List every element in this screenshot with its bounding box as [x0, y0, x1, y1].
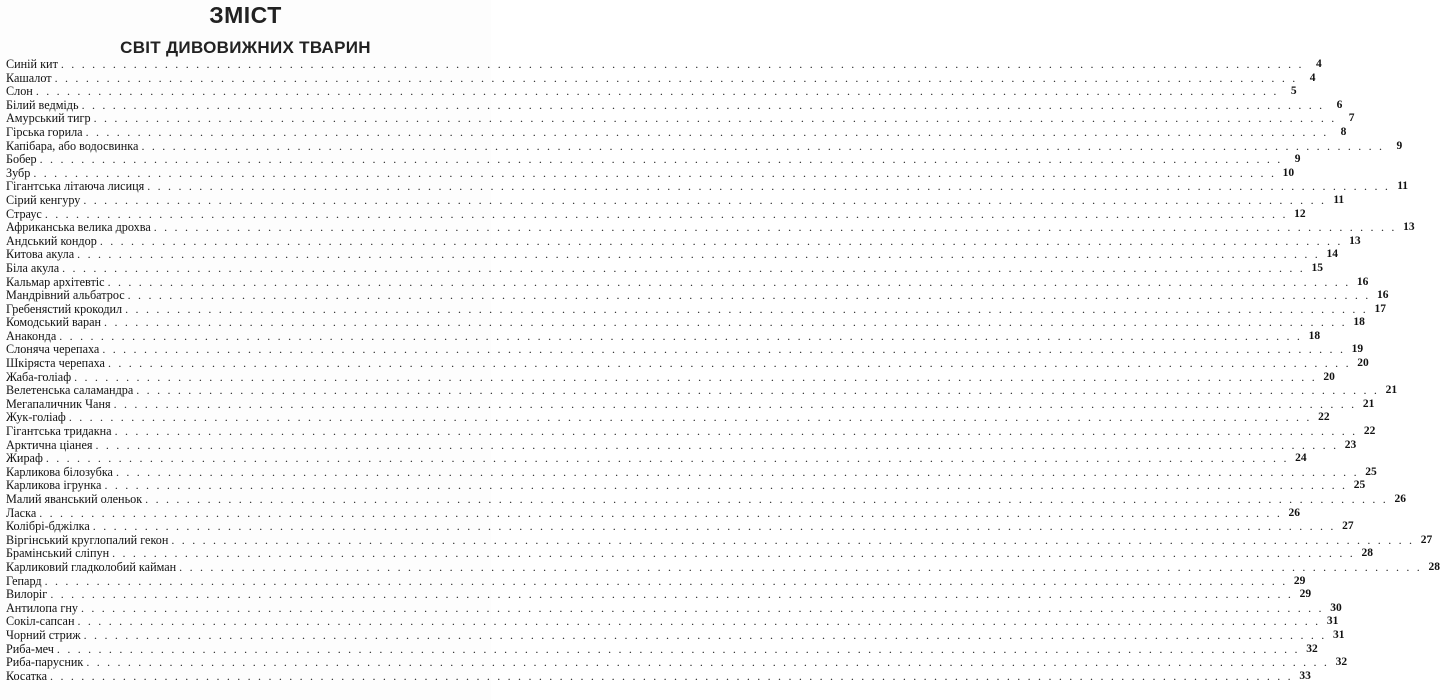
toc-entry: [6, 274, 1369, 290]
toc-entry-page-number: 16: [1356, 275, 1369, 288]
toc-dot-leader: . . . . . . . . . . . . . . . . . . . . . . . . . . . . . . . . . . . . . . . . . . . . . . . . . . . . . . . . . . . . . . . . . . . . . . . . . . . . . . . . . . . . . . . . . . . . . . . . . . . . . . . . . . . . . . . . . . . . . . . .: [147, 179, 1391, 194]
toc-dot-leader: . . . . . . . . . . . . . . . . . . . . . . . . . . . . . . . . . . . . . . . . . . . . . . . . . . . . . . . . . . . . . . . . . . . . . . . . . . . . . . . . . . . . . . . . . . . . . . . . . . . . . . . . . . . . . . . . . . . . . . . .: [35, 84, 1279, 99]
toc-entry: [6, 668, 1311, 684]
toc-entry-page-number: 32: [1306, 642, 1318, 655]
toc-dot-leader: . . . . . . . . . . . . . . . . . . . . . . . . . . . . . . . . . . . . . . . . . . . . . . . . . . . . . . . . . . . . . . . . . . . . . . . . . . . . . . . . . . . . . . . . . . . . . . . . . . . . . . . . . . . . . . . . . . . . . . . .: [107, 356, 1351, 371]
toc-entry-page-number: 19: [1351, 343, 1364, 356]
toc-entry: [6, 288, 1389, 303]
toc-entry-title: Анаконда: [6, 328, 57, 343]
table-of-contents: [6, 57, 1440, 683]
toc-dot-leader: . . . . . . . . . . . . . . . . . . . . . . . . . . . . . . . . . . . . . . . . . . . . . . . . . . . . . . . . . . . . . . . . . . . . . . . . . . . . . . . . . . . . . . . . . . . . . . . . . . . . . . . . . . . . . . . . . . . . . . . .: [92, 519, 1336, 534]
toc-entry-page-number: 31: [1332, 628, 1345, 641]
toc-entry-title: Вилоріг: [6, 587, 48, 602]
toc-entry-page-number: 8: [1340, 125, 1347, 138]
toc-dot-leader: . . . . . . . . . . . . . . . . . . . . . . . . . . . . . . . . . . . . . . . . . . . . . . . . . . . . . . . . . . . . . . . . . . . . . . . . . . . . . . . . . . . . . . . . . . . . . . . . . . . . . . . . . . . . . . . . . . . . . . . .: [33, 165, 1277, 180]
section-title: СВІТ ДИВОВИЖНИХ ТВАРИН: [120, 38, 371, 57]
toc-entry-page-number: 26: [1288, 506, 1301, 519]
toc-dot-leader: . . . . . . . . . . . . . . . . . . . . . . . . . . . . . . . . . . . . . . . . . . . . . . . . . . . . . . . . . . . . . . . . . . . . . . . . . . . . . . . . . . . . . . . . . . . . . . . . . . . . . . . . . . . . . . . . . . . . . . . .: [77, 247, 1320, 262]
toc-entry-page-number: 29: [1299, 588, 1312, 601]
toc-entry: [6, 614, 1339, 629]
toc-dot-leader: . . . . . . . . . . . . . . . . . . . . . . . . . . . . . . . . . . . . . . . . . . . . . . . . . . . . . . . . . . . . . . . . . . . . . . . . . . . . . . . . . . . . . . . . . . . . . . . . . . . . . . . . . . . . . . . . . . . . . . . .: [45, 451, 1289, 466]
toc-entry-page-number: 20: [1357, 357, 1369, 370]
toc-dot-leader: . . . . . . . . . . . . . . . . . . . . . . . . . . . . . . . . . . . . . . . . . . . . . . . . . . . . . . . . . . . . . . . . . . . . . . . . . . . . . . . . . . . . . . . . . . . . . . . . . . . . . . . . . . . . . . . . . . . . . . . .: [81, 97, 1325, 112]
toc-entry-title: Сірий кенгуру: [6, 192, 81, 207]
toc-entry-title: Капібара, або водосвинка: [6, 138, 139, 153]
toc-entry-title: Мандрівний альбатрос: [6, 288, 125, 303]
toc-dot-leader: . . . . . . . . . . . . . . . . . . . . . . . . . . . . . . . . . . . . . . . . . . . . . . . . . . . . . . . . . . . . . . . . . . . . . . . . . . . . . . . . . . . . . . . . . . . . . . . . . . . . . . . . . . . . . . . . . . . . . . . .: [44, 573, 1288, 588]
toc-dot-leader: . . . . . . . . . . . . . . . . . . . . . . . . . . . . . . . . . . . . . . . . . . . . . . . . . . . . . . . . . . . . . . . . . . . . . . . . . . . . . . . . . . . . . . . . . . . . . . . . . . . . . . . . . . . . . . . . . . . . . . . .: [50, 668, 1293, 683]
toc-dot-leader: . . . . . . . . . . . . . . . . . . . . . . . . . . . . . . . . . . . . . . . . . . . . . . . . . . . . . . . . . . . . . . . . . . . . . . . . . . . . . . . . . . . . . . . . . . . . . . . . . . . . . . . . . . . . . . . . . . . . . . . .: [95, 437, 1339, 452]
toc-dot-leader: . . . . . . . . . . . . . . . . . . . . . . . . . . . . . . . . . . . . . . . . . . . . . . . . . . . . . . . . . . . . . . . . . . . . . . . . . . . . . . . . . . . . . . . . . . . . . . . . . . . . . . . . . . . . . . . . . . . . . . . .: [62, 260, 1305, 275]
toc-dot-leader: . . . . . . . . . . . . . . . . . . . . . . . . . . . . . . . . . . . . . . . . . . . . . . . . . . . . . . . . . . . . . . . . . . . . . . . . . . . . . . . . . . . . . . . . . . . . . . . . . . . . . . . . . . . . . . . . . . . . . . . .: [86, 655, 1330, 670]
toc-entry-title: Віргінський круглопалий гекон: [6, 532, 169, 547]
toc-entry-title: Жук-голіаф: [6, 410, 66, 425]
toc-dot-leader: . . . . . . . . . . . . . . . . . . . . . . . . . . . . . . . . . . . . . . . . . . . . . . . . . . . . . . . . . . . . . . . . . . . . . . . . . . . . . . . . . . . . . . . . . . . . . . . . . . . . . . . . . . . . . . . . . . . . . . . .: [136, 383, 1380, 398]
toc-entry-page-number: 11: [1333, 193, 1345, 206]
toc-entry-title: Шкіряста черепаха: [6, 356, 105, 371]
toc-entry-title: Гірська горила: [6, 124, 83, 139]
toc-entry-title: Гепард: [6, 573, 42, 588]
toc-entry: [6, 424, 1376, 439]
toc-entry-title: Мегапаличник Чаня: [6, 396, 111, 411]
toc-entry: [6, 383, 1398, 398]
toc-entry-title: Амурський тигр: [6, 111, 91, 126]
toc-entry-title: Жаба-голіаф: [6, 369, 72, 384]
toc-entry-title: Білий ведмідь: [6, 97, 79, 112]
toc-entry-page-number: 4: [1315, 58, 1322, 70]
toc-entry: [6, 165, 1295, 181]
toc-dot-leader: . . . . . . . . . . . . . . . . . . . . . . . . . . . . . . . . . . . . . . . . . . . . . . . . . . . . . . . . . . . . . . . . . . . . . . . . . . . . . . . . . . . . . . . . . . . . . . . . . . . . . . . . . . . . . . . . . . . . . . . .: [153, 220, 1397, 235]
toc-entry-page-number: 26: [1394, 493, 1406, 505]
toc-dot-leader: . . . . . . . . . . . . . . . . . . . . . . . . . . . . . . . . . . . . . . . . . . . . . . . . . . . . . . . . . . . . . . . . . . . . . . . . . . . . . . . . . . . . . . . . . . . . . . . . . . . . . . . . . . . . . . . . . . . . . . . .: [179, 559, 1422, 574]
toc-entry-title: Страус: [6, 206, 42, 221]
toc-dot-leader: . . . . . . . . . . . . . . . . . . . . . . . . . . . . . . . . . . . . . . . . . . . . . . . . . . . . . . . . . . . . . . . . . . . . . . . . . . . . . . . . . . . . . . . . . . . . . . . . . . . . . . . . . . . . . . . . . . . . . . . .: [125, 301, 1368, 316]
toc-entry: [6, 505, 1301, 521]
toc-dot-leader: . . . . . . . . . . . . . . . . . . . . . . . . . . . . . . . . . . . . . . . . . . . . . . . . . . . . . . . . . . . . . . . . . . . . . . . . . . . . . . . . . . . . . . . . . . . . . . . . . . . . . . . . . . . . . . . . . . . . . . . .: [141, 138, 1385, 153]
toc-entry-title: Слон: [6, 84, 33, 99]
toc-entry-page-number: 11: [1397, 180, 1409, 193]
toc-entry-title: Кальмар архітевтіс: [6, 274, 105, 289]
toc-dot-leader: . . . . . . . . . . . . . . . . . . . . . . . . . . . . . . . . . . . . . . . . . . . . . . . . . . . . . . . . . . . . . . . . . . . . . . . . . . . . . . . . . . . . . . . . . . . . . . . . . . . . . . . . . . . . . . . . . . . . . . . .: [44, 206, 1288, 221]
page-title: ЗМІСТ: [209, 2, 282, 28]
toc-entry: [6, 600, 1342, 616]
toc-entry-title: Арктична ціанея: [6, 437, 93, 452]
toc-dot-leader: . . . . . . . . . . . . . . . . . . . . . . . . . . . . . . . . . . . . . . . . . . . . . . . . . . . . . . . . . . . . . . . . . . . . . . . . . . . . . . . . . . . . . . . . . . . . . . . . . . . . . . . . . . . . . . . . . . . . . . . .: [145, 492, 1388, 506]
toc-entry-title: Ласка: [6, 505, 37, 520]
toc-entry-page-number: 9: [1396, 139, 1403, 152]
toc-entry: [6, 519, 1354, 534]
toc-entry-page-number: 33: [1299, 669, 1311, 682]
toc-entry-page-number: 13: [1403, 221, 1415, 234]
toc-entry-title: Колібрі-бджілка: [6, 519, 90, 534]
toc-entry: [6, 70, 1316, 86]
toc-dot-leader: . . . . . . . . . . . . . . . . . . . . . . . . . . . . . . . . . . . . . . . . . . . . . . . . . . . . . . . . . . . . . . . . . . . . . . . . . . . . . . . . . . . . . . . . . . . . . . . . . . . . . . . . . . . . . . . . . . . . . . . .: [77, 614, 1321, 629]
toc-entry-title: Малий яванський оленьок: [6, 492, 143, 506]
toc-dot-leader: . . . . . . . . . . . . . . . . . . . . . . . . . . . . . . . . . . . . . . . . . . . . . . . . . . . . . . . . . . . . . . . . . . . . . . . . . . . . . . . . . . . . . . . . . . . . . . . . . . . . . . . . . . . . . . . . . . . . . . . .: [93, 111, 1337, 126]
toc-entry: [6, 641, 1318, 657]
toc-entry-page-number: 14: [1326, 248, 1338, 261]
toc-entry-page-number: 21: [1362, 397, 1375, 410]
toc-entry: [6, 111, 1355, 126]
toc-entry-page-number: 20: [1323, 370, 1335, 383]
toc-entry-page-number: 18: [1308, 329, 1321, 342]
toc-entry-title: Комодський варан: [6, 315, 102, 330]
toc-entry-page-number: 28: [1428, 560, 1440, 573]
toc-entry-page-number: 30: [1330, 601, 1342, 614]
toc-entry: [6, 301, 1386, 317]
toc-entry-title: Велетенська саламандра: [6, 383, 134, 398]
toc-dot-leader: . . . . . . . . . . . . . . . . . . . . . . . . . . . . . . . . . . . . . . . . . . . . . . . . . . . . . . . . . . . . . . . . . . . . . . . . . . . . . . . . . . . . . . . . . . . . . . . . . . . . . . . . . . . . . . . . . . . . . . . .: [104, 478, 1348, 493]
toc-entry: [6, 233, 1361, 249]
toc-entry-page-number: 24: [1295, 452, 1307, 465]
toc-entry: [6, 342, 1364, 357]
toc-entry-title: Гребенястий крокодил: [6, 301, 123, 316]
toc-entry: [6, 220, 1415, 235]
toc-entry: [6, 559, 1440, 575]
toc-entry-page-number: 6: [1336, 98, 1343, 111]
toc-entry: [6, 492, 1406, 507]
toc-entry-page-number: 15: [1311, 261, 1323, 274]
toc-entry-page-number: 10: [1282, 166, 1295, 179]
toc-entry: [6, 369, 1335, 385]
toc-entry: [6, 97, 1343, 113]
toc-dot-leader: . . . . . . . . . . . . . . . . . . . . . . . . . . . . . . . . . . . . . . . . . . . . . . . . . . . . . . . . . . . . . . . . . . . . . . . . . . . . . . . . . . . . . . . . . . . . . . . . . . . . . . . . . . . . . . . . . . . . . . . .: [104, 315, 1347, 330]
toc-entry: [6, 260, 1323, 276]
toc-entry: [6, 464, 1377, 480]
toc-entry-page-number: 5: [1290, 85, 1297, 98]
toc-entry-title: Жираф: [6, 451, 43, 466]
toc-entry-title: Китова акула: [6, 247, 75, 262]
toc-entry: [6, 546, 1373, 561]
toc-entry-title: Сокіл-сапсан: [6, 614, 75, 629]
toc-dot-leader: . . . . . . . . . . . . . . . . . . . . . . . . . . . . . . . . . . . . . . . . . . . . . . . . . . . . . . . . . . . . . . . . . . . . . . . . . . . . . . . . . . . . . . . . . . . . . . . . . . . . . . . . . . . . . . . . . . . . . . . .: [59, 328, 1303, 343]
toc-entry: [6, 478, 1366, 493]
toc-entry-title: Африканська велика дрохва: [6, 220, 151, 235]
toc-dot-leader: . . . . . . . . . . . . . . . . . . . . . . . . . . . . . . . . . . . . . . . . . . . . . . . . . . . . . . . . . . . . . . . . . . . . . . . . . . . . . . . . . . . . . . . . . . . . . . . . . . . . . . . . . . . . . . . . . . . . . . . .: [80, 600, 1324, 615]
toc-entry-page-number: 16: [1376, 289, 1389, 302]
toc-entry-page-number: 9: [1294, 153, 1301, 166]
toc-dot-leader: . . . . . . . . . . . . . . . . . . . . . . . . . . . . . . . . . . . . . . . . . . . . . . . . . . . . . . . . . . . . . . . . . . . . . . . . . . . . . . . . . . . . . . . . . . . . . . . . . . . . . . . . . . . . . . . . . . . . . . . .: [113, 396, 1357, 411]
toc-entry: [6, 573, 1306, 589]
toc-entry: [6, 587, 1312, 602]
toc-entry-page-number: 13: [1349, 234, 1361, 247]
toc-entry-title: Андський кондор: [6, 233, 97, 248]
toc-entry-title: Карликова ігрунка: [6, 478, 102, 493]
toc-entry-title: Риба-меч: [6, 641, 54, 656]
toc-entry-title: Біла акула: [6, 260, 60, 275]
toc-dot-leader: . . . . . . . . . . . . . . . . . . . . . . . . . . . . . . . . . . . . . . . . . . . . . . . . . . . . . . . . . . . . . . . . . . . . . . . . . . . . . . . . . . . . . . . . . . . . . . . . . . . . . . . . . . . . . . . . . . . . . . . .: [39, 505, 1283, 520]
toc-dot-leader: . . . . . . . . . . . . . . . . . . . . . . . . . . . . . . . . . . . . . . . . . . . . . . . . . . . . . . . . . . . . . . . . . . . . . . . . . . . . . . . . . . . . . . . . . . . . . . . . . . . . . . . . . . . . . . . . . . . . . . . .: [68, 410, 1312, 425]
toc-dot-leader: . . . . . . . . . . . . . . . . . . . . . . . . . . . . . . . . . . . . . . . . . . . . . . . . . . . . . . . . . . . . . . . . . . . . . . . . . . . . . . . . . . . . . . . . . . . . . . . . . . . . . . . . . . . . . . . . . . . . . . . .: [60, 57, 1304, 71]
toc-entry: [6, 328, 1321, 344]
toc-entry-page-number: 32: [1335, 656, 1348, 669]
toc-entry-title: Синій кит: [6, 57, 58, 71]
toc-entry: [6, 655, 1348, 670]
toc-dot-leader: . . . . . . . . . . . . . . . . . . . . . . . . . . . . . . . . . . . . . . . . . . . . . . . . . . . . . . . . . . . . . . . . . . . . . . . . . . . . . . . . . . . . . . . . . . . . . . . . . . . . . . . . . . . . . . . . . . . . . . . .: [107, 274, 1351, 289]
toc-dot-leader: . . . . . . . . . . . . . . . . . . . . . . . . . . . . . . . . . . . . . . . . . . . . . . . . . . . . . . . . . . . . . . . . . . . . . . . . . . . . . . . . . . . . . . . . . . . . . . . . . . . . . . . . . . . . . . . . . . . . . . . .: [39, 152, 1283, 167]
toc-entry-title: Кашалот: [6, 70, 52, 85]
toc-entry-title: Косатка: [6, 668, 48, 683]
toc-entry: [6, 410, 1330, 425]
toc-dot-leader: . . . . . . . . . . . . . . . . . . . . . . . . . . . . . . . . . . . . . . . . . . . . . . . . . . . . . . . . . . . . . . . . . . . . . . . . . . . . . . . . . . . . . . . . . . . . . . . . . . . . . . . . . . . . . . . . . . . . . . . .: [99, 233, 1343, 248]
toc-entry: [6, 84, 1297, 99]
toc-entry-title: Антилопа гну: [6, 600, 78, 615]
toc-dot-leader: . . . . . . . . . . . . . . . . . . . . . . . . . . . . . . . . . . . . . . . . . . . . . . . . . . . . . . . . . . . . . . . . . . . . . . . . . . . . . . . . . . . . . . . . . . . . . . . . . . . . . . . . . . . . . . . . . . . . . . . .: [127, 288, 1371, 303]
toc-entry: [6, 152, 1301, 167]
toc-entry: [6, 532, 1433, 548]
toc-entry-page-number: 22: [1363, 425, 1376, 438]
toc-entry-page-number: 28: [1361, 547, 1373, 560]
toc-entry-title: Брамінський сліпун: [6, 546, 110, 561]
toc-dot-leader: . . . . . . . . . . . . . . . . . . . . . . . . . . . . . . . . . . . . . . . . . . . . . . . . . . . . . . . . . . . . . . . . . . . . . . . . . . . . . . . . . . . . . . . . . . . . . . . . . . . . . . . . . . . . . . . . . . . . . . . .: [83, 627, 1327, 642]
toc-entry-page-number: 21: [1385, 384, 1398, 397]
toc-entry-title: Карликовий гладколобий кайман: [6, 559, 177, 574]
toc-entry-page-number: 17: [1374, 302, 1386, 315]
toc-entry-title: Гігантська тридакна: [6, 424, 112, 439]
toc-entry-title: Чорний стриж: [6, 627, 81, 642]
toc-entry: [6, 192, 1345, 208]
toc-entry-title: Риба-парусник: [6, 655, 84, 670]
toc-dot-leader: . . . . . . . . . . . . . . . . . . . . . . . . . . . . . . . . . . . . . . . . . . . . . . . . . . . . . . . . . . . . . . . . . . . . . . . . . . . . . . . . . . . . . . . . . . . . . . . . . . . . . . . . . . . . . . . . . . . . . . . .: [112, 546, 1355, 561]
toc-dot-leader: . . . . . . . . . . . . . . . . . . . . . . . . . . . . . . . . . . . . . . . . . . . . . . . . . . . . . . . . . . . . . . . . . . . . . . . . . . . . . . . . . . . . . . . . . . . . . . . . . . . . . . . . . . . . . . . . . . . . . . . .: [85, 124, 1329, 139]
toc-entry-page-number: 29: [1293, 574, 1306, 587]
toc-entry-page-number: 25: [1353, 479, 1366, 492]
toc-dot-leader: . . . . . . . . . . . . . . . . . . . . . . . . . . . . . . . . . . . . . . . . . . . . . . . . . . . . . . . . . . . . . . . . . . . . . . . . . . . . . . . . . . . . . . . . . . . . . . . . . . . . . . . . . . . . . . . . . . . . . . . .: [171, 532, 1415, 547]
toc-dot-leader: . . . . . . . . . . . . . . . . . . . . . . . . . . . . . . . . . . . . . . . . . . . . . . . . . . . . . . . . . . . . . . . . . . . . . . . . . . . . . . . . . . . . . . . . . . . . . . . . . . . . . . . . . . . . . . . . . . . . . . . .: [114, 424, 1358, 439]
toc-entry: [6, 206, 1306, 222]
toc-entry-page-number: 4: [1309, 71, 1316, 84]
toc-entry-page-number: 18: [1353, 316, 1365, 329]
toc-entry-page-number: 22: [1318, 411, 1330, 424]
toc-entry-title: Карликова білозубка: [6, 464, 113, 479]
toc-entry: [6, 396, 1375, 412]
toc-entry-page-number: 27: [1420, 533, 1433, 546]
toc-entry-title: Гігантська літаюча лисиця: [6, 179, 145, 194]
toc-entry-page-number: 23: [1344, 438, 1357, 451]
toc-entry: [6, 57, 1322, 72]
toc-dot-leader: . . . . . . . . . . . . . . . . . . . . . . . . . . . . . . . . . . . . . . . . . . . . . . . . . . . . . . . . . . . . . . . . . . . . . . . . . . . . . . . . . . . . . . . . . . . . . . . . . . . . . . . . . . . . . . . . . . . . . . . .: [50, 587, 1294, 602]
toc-entry: [6, 179, 1409, 194]
toc-entry: [6, 315, 1365, 330]
toc-entry: [6, 627, 1345, 643]
toc-entry-page-number: 31: [1326, 615, 1339, 628]
toc-dot-leader: . . . . . . . . . . . . . . . . . . . . . . . . . . . . . . . . . . . . . . . . . . . . . . . . . . . . . . . . . . . . . . . . . . . . . . . . . . . . . . . . . . . . . . . . . . . . . . . . . . . . . . . . . . . . . . . . . . . . . . . .: [102, 342, 1346, 357]
toc-entry-page-number: 7: [1348, 112, 1355, 125]
toc-dot-leader: . . . . . . . . . . . . . . . . . . . . . . . . . . . . . . . . . . . . . . . . . . . . . . . . . . . . . . . . . . . . . . . . . . . . . . . . . . . . . . . . . . . . . . . . . . . . . . . . . . . . . . . . . . . . . . . . . . . . . . . .: [74, 369, 1317, 384]
toc-entry: [6, 437, 1357, 453]
toc-dot-leader: . . . . . . . . . . . . . . . . . . . . . . . . . . . . . . . . . . . . . . . . . . . . . . . . . . . . . . . . . . . . . . . . . . . . . . . . . . . . . . . . . . . . . . . . . . . . . . . . . . . . . . . . . . . . . . . . . . . . . . . .: [56, 641, 1300, 656]
toc-entry: [6, 124, 1347, 140]
toc-entry-page-number: 27: [1342, 520, 1354, 533]
toc-dot-leader: . . . . . . . . . . . . . . . . . . . . . . . . . . . . . . . . . . . . . . . . . . . . . . . . . . . . . . . . . . . . . . . . . . . . . . . . . . . . . . . . . . . . . . . . . . . . . . . . . . . . . . . . . . . . . . . . . . . . . . . .: [54, 70, 1298, 85]
toc-dot-leader: . . . . . . . . . . . . . . . . . . . . . . . . . . . . . . . . . . . . . . . . . . . . . . . . . . . . . . . . . . . . . . . . . . . . . . . . . . . . . . . . . . . . . . . . . . . . . . . . . . . . . . . . . . . . . . . . . . . . . . . .: [115, 464, 1359, 479]
toc-entry: [6, 356, 1369, 371]
toc-entry-title: Бобер: [6, 152, 37, 167]
toc-entry-page-number: 12: [1294, 207, 1306, 220]
toc-entry-page-number: 25: [1365, 465, 1377, 478]
toc-entry: [6, 138, 1403, 154]
toc-entry-title: Зубр: [6, 165, 31, 180]
toc-entry: [6, 451, 1307, 466]
toc-entry: [6, 247, 1338, 262]
toc-dot-leader: . . . . . . . . . . . . . . . . . . . . . . . . . . . . . . . . . . . . . . . . . . . . . . . . . . . . . . . . . . . . . . . . . . . . . . . . . . . . . . . . . . . . . . . . . . . . . . . . . . . . . . . . . . . . . . . . . . . . . . . .: [83, 192, 1327, 207]
toc-entry-title: Слоняча черепаха: [6, 342, 100, 357]
